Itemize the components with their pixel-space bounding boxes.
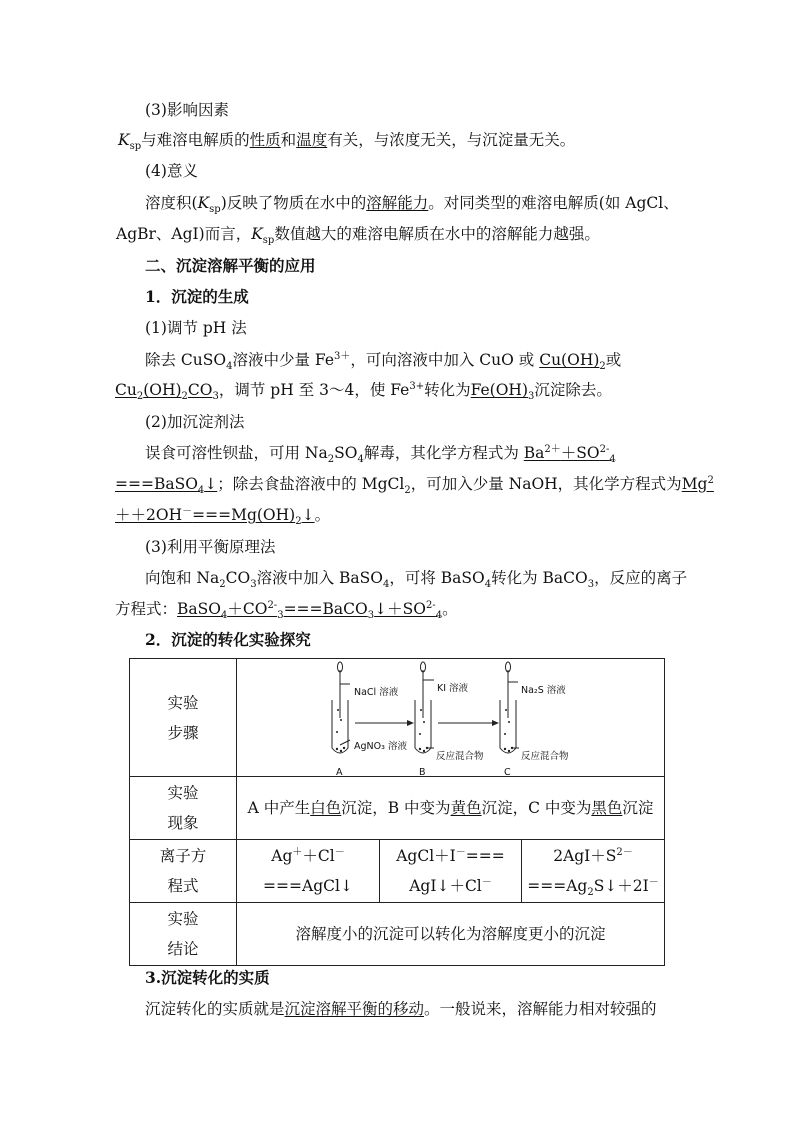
label-reaction-mixture-b: 反应混合物 (436, 751, 484, 762)
equation-c-cell: $2AgI+S^{2-}$ $===Ag_2S↓+2I^-$ (522, 840, 665, 903)
conclusion-cell: 溶解度小的沉淀可以转化为溶解度更小的沉淀 (237, 903, 665, 966)
equation-a-cell: Ag＋＋Cl－ ===AgCl↓ (237, 840, 380, 903)
section-heading-meaning: (4)意义 (145, 162, 198, 180)
row-label-conclusion: 实验 结论 (130, 903, 237, 966)
label-tube-b: B (419, 767, 426, 778)
label-tube-a: A (336, 767, 343, 778)
phenomena-cell: A 中产生白色沉淀，B 中变为黄色沉淀，C 中变为黑色沉淀 (237, 777, 665, 840)
ph-method-heading: (1)调节 pH 法 (145, 319, 247, 337)
label-nacl-solution: NaCl 溶液 (354, 687, 399, 698)
precipitant-text-line3: $++2OH^-===Mg(OH)_2↓$。 (115, 505, 331, 528)
precipitant-method-heading: (2)加沉淀剂法 (145, 413, 245, 431)
precipitate-formation-heading: 1．沉淀的生成 (145, 287, 249, 306)
test-tube-diagram (237, 660, 664, 778)
conversion-essence-text: 沉淀转化的实质就是沉淀溶解平衡的移动。一般说来，溶解能力相对较强的 (145, 1000, 657, 1018)
ksp-meaning-text-line2: AgBr、AgI)而言，$K_{sp}$数值越大的难溶电解质在水中的溶解能力越强。 (116, 225, 600, 247)
label-tube-c: C (504, 767, 511, 778)
ph-method-text-line2: $Cu_2(OH)_2CO_3$，调节 pH 至 3～4，使 $Fe^{3+}$转化为$Fe(OH)_3$沉淀除去。 (115, 380, 612, 403)
label-na2s-solution: Na₂S 溶液 (521, 685, 566, 696)
precipitate-conversion-heading: 2．沉淀的转化实验探究 (145, 630, 311, 649)
table-row-equations (130, 840, 665, 903)
equilibrium-text-line1: 向饱和 $Na_2CO_3$溶液中加入 BaSO$_4$，可将 BaSO$_4$转化为 BaCO$_3$，反应的离子 (145, 569, 688, 591)
label-agno3-solution: AgNO₃ 溶液 (354, 741, 407, 752)
table-row-phenomena (130, 777, 665, 840)
part-two-heading: 二、沉淀溶解平衡的应用 (145, 256, 316, 275)
row-label-equations: 离子方 程式 (130, 840, 237, 903)
table-row-steps (130, 659, 665, 777)
ph-method-text-line1: 除去 CuSO$_4$溶液中少量 $Fe^{3+}$，可向溶液中加入 CuO 或 $Cu(OH)_2$或 (145, 350, 622, 373)
label-ki-solution: KI 溶液 (437, 683, 469, 694)
equation-b-cell: AgCl＋I－=== AgI↓＋Cl－ (380, 840, 522, 903)
experiment-table (129, 658, 665, 966)
row-label-steps: 实验 步骤 (130, 659, 237, 777)
conversion-essence-heading: 3.沉淀转化的实质 (145, 968, 270, 987)
equilibrium-method-heading: (3)利用平衡原理法 (145, 538, 276, 556)
equilibrium-text-line2: 方程式：$BaSO_4+CO^{2-}_3===BaCO_3↓+SO^{2-}_4$。 (115, 599, 458, 622)
precipitant-text-line1: 误食可溶性钡盐，可用 $Na_2SO_4$解毒，其化学方程式为 $Ba^{2+}+SO^{2-}_4$ (145, 443, 616, 466)
precipitant-text-line2: ===BaSO$_4$↓；除去食盐溶液中的 MgCl$_2$，可加入少量 NaOH，其化学方程式为Mg$^2$ (115, 474, 714, 497)
section-heading-influence: (3)影响因素 (145, 101, 229, 119)
row-label-phenomena: 实验 现象 (130, 777, 237, 840)
label-reaction-mixture-c: 反应混合物 (521, 751, 569, 762)
ksp-factors-text: $K_{sp}$与难溶电解质的性质和温度有关，与浓度无关，与沉淀量无关。 (118, 131, 576, 153)
experiment-diagram-cell (237, 659, 665, 777)
table-row-conclusion (130, 903, 665, 966)
ksp-meaning-text-line1: 溶度积$(K_{sp})$反映了物质在水中的溶解能力。对同类型的难溶电解质(如 AgCl、 (145, 194, 679, 216)
